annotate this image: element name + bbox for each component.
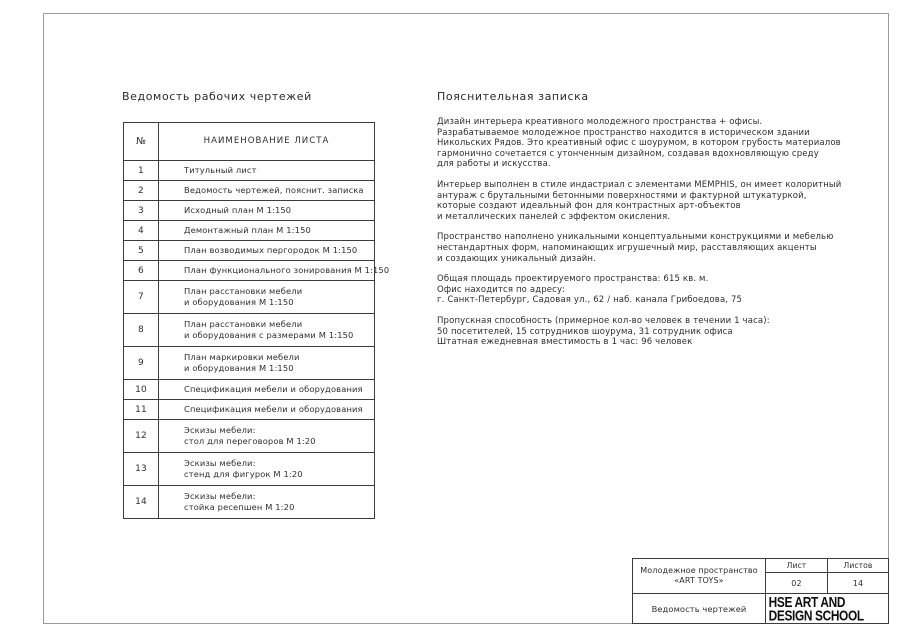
table-row	[124, 180, 374, 200]
sheet-label: Лист	[766, 559, 828, 573]
table-row	[124, 220, 374, 240]
explanatory-note-body	[437, 117, 882, 358]
row-number: 14	[124, 486, 159, 518]
table-row	[124, 346, 374, 379]
row-sheet-name: План маркировки мебели и оборудования М 1:150	[184, 352, 300, 373]
project-name-cell	[633, 559, 766, 593]
drawing-list-table	[123, 122, 390, 519]
row-number: 3	[124, 201, 159, 220]
table-row	[124, 485, 374, 518]
table-row	[124, 280, 374, 313]
row-sheet-name: Исходный план М 1:150	[184, 205, 292, 215]
row-sheet-name: Демонтажный план М 1:150	[184, 225, 311, 235]
note-paragraph: Общая площадь проектируемого пространства: 615 кв. м. Офис находится по адресу: г. Санкт-Петербург, Садовая ул., 62 / наб. канала Грибоедова, 75	[437, 274, 743, 306]
note-paragraph: Пространство наполнено уникальными концептуальными конструкциями и мебелью нестандартных форм, напоминающих игрушечный мир, расставляющих акценты и создающих уникальный дизайн.	[437, 232, 834, 264]
row-sheet-name: Ведомость чертежей, пояснит. записка	[184, 185, 364, 195]
table-row	[124, 160, 374, 180]
row-sheet-name: План расстановки мебели и оборудования с размерами М 1:150	[184, 319, 354, 340]
table-row	[124, 313, 374, 346]
row-number: 8	[124, 314, 159, 346]
row-sheet-name: Эскизы мебели: стенд для фигурок М 1:20	[184, 458, 303, 479]
row-number: 10	[124, 380, 159, 399]
sheets-total: 14	[852, 578, 864, 588]
table-header-row	[124, 123, 374, 160]
row-sheet-name: План функционального зонирования М 1:150	[184, 265, 390, 275]
title-block	[632, 558, 889, 624]
table-header-name: НАИМЕНОВАНИЕ ЛИСТА	[203, 136, 330, 146]
row-number: 13	[124, 453, 159, 485]
row-number: 12	[124, 420, 159, 452]
table-row	[124, 452, 374, 485]
table-row	[124, 419, 374, 452]
row-number: 9	[124, 347, 159, 379]
note-paragraph: Пропускная способность (примерное кол-во человек в течении 1 часа): 50 посетителей, 15 сотрудников шоурума, 31 сотрудник офиса Штатная ежедневная вместимость в 1 час: 96 человек	[437, 315, 770, 348]
document-title-cell: Ведомость чертежей	[633, 593, 766, 623]
table-row	[124, 240, 374, 260]
hse-logo	[766, 593, 888, 623]
table-body	[124, 160, 390, 518]
row-number: 7	[124, 281, 159, 313]
table-row	[124, 399, 374, 419]
row-number: 1	[124, 161, 159, 180]
row-sheet-name: Эскизы мебели: стойка ресепшен М 1:20	[184, 491, 295, 512]
row-sheet-name: Спецификация мебели и оборудования	[184, 384, 363, 394]
sheets-label: Листов	[828, 559, 888, 573]
drawing-list-title: Ведомость рабочих чертежей	[122, 90, 312, 103]
table-row	[124, 260, 390, 280]
table-row	[124, 200, 374, 220]
hse-logo-text	[766, 593, 864, 623]
table-header-number: №	[124, 123, 159, 160]
hse-logo-line1: HSE ART AND	[768, 593, 846, 611]
row-number: 4	[124, 221, 159, 240]
row-sheet-name: План расстановки мебели и оборудования М 1:150	[184, 286, 303, 307]
sheet-number: 02	[766, 573, 828, 593]
row-number: 6	[124, 261, 159, 280]
note-paragraph: Дизайн интерьера креативного молодежного пространства + офисы. Разрабатываемое молодежное пространство находится в историческом здании Никольских Рядов. Это креативный офис с шоурумом, в котором грубость материалов гармонично сочетается с утонченным дизайном, создавая вдохновляющую среду для работы и искусства.	[437, 117, 841, 170]
row-sheet-name: Титульный лист	[184, 165, 257, 175]
row-number: 11	[124, 400, 159, 419]
row-sheet-name: План возводимых пергородок М 1:150	[184, 245, 358, 255]
row-sheet-name: Спецификация мебели и оборудования	[184, 404, 363, 414]
project-name-line2: «ART TOYS»	[674, 576, 724, 585]
row-sheet-name: Эскизы мебели: стол для переговоров М 1:20	[184, 425, 316, 446]
hse-logo-line2: DESIGN SCHOOL	[768, 606, 864, 623]
explanatory-note-title: Пояснительная записка	[437, 90, 589, 103]
project-name-line1: Молодежное пространство	[640, 566, 758, 575]
table-row	[124, 379, 374, 399]
row-number: 5	[124, 241, 159, 260]
note-paragraph: Интерьер выполнен в стиле индастриал с элементами MEMPHIS, он имеет колоритный антураж с брутальными бетонными поверхностями и фактурной штукатуркой, которые создают идеальный фон для контрастных арт-объектов и металлических панелей с эффектом окисления.	[437, 179, 842, 222]
row-number: 2	[124, 181, 159, 200]
